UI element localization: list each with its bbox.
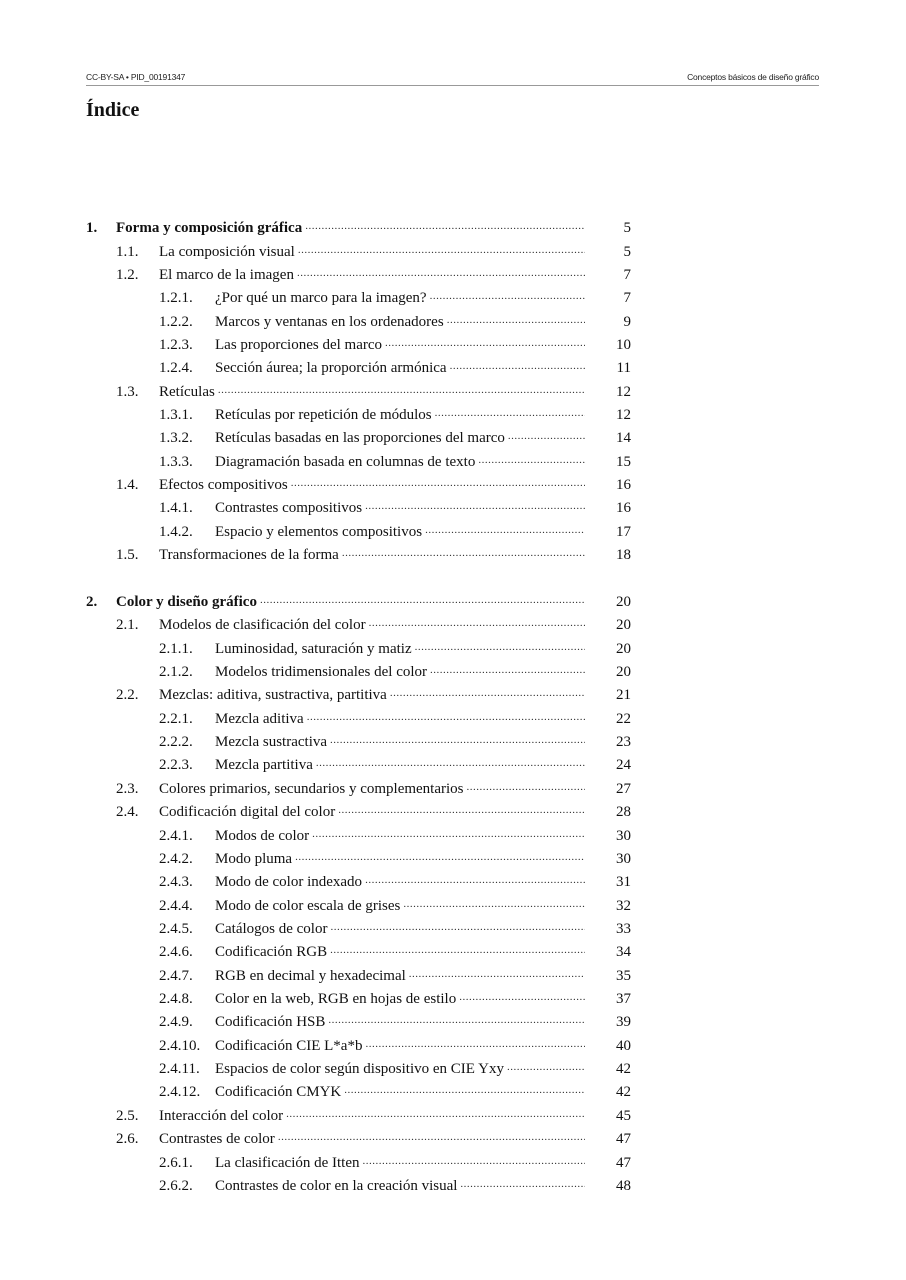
- toc-entry-number: 1.2.4.: [159, 360, 193, 377]
- toc-entry-title: Luminosidad, saturación y matiz: [215, 640, 412, 657]
- toc-entry-title: RGB en decimal y hexadecimal: [215, 967, 406, 984]
- toc-entry-number: 2.2.: [116, 687, 139, 704]
- toc-entry-number: 1.4.: [116, 477, 139, 494]
- toc-entry-title: Modelos de clasificación del color: [159, 617, 366, 634]
- page-title: Índice: [86, 99, 140, 121]
- dot-leader: [288, 477, 585, 494]
- toc-entry-page: 30: [616, 850, 631, 867]
- dot-leader: [304, 711, 585, 728]
- toc-entry[interactable]: [86, 357, 631, 380]
- toc-entry-number: 1.2.: [116, 266, 139, 283]
- toc-entry-number: 2.5.: [116, 1107, 139, 1124]
- running-header: [86, 72, 819, 86]
- toc-entry-page: 24: [616, 757, 631, 774]
- dot-leader: [362, 874, 585, 891]
- dot-leader: [362, 1038, 585, 1055]
- toc-entry[interactable]: [86, 1175, 631, 1198]
- toc-entry-title: ¿Por qué un marco para la imagen?: [215, 290, 427, 307]
- toc-entry-number: 2.6.1.: [159, 1154, 193, 1171]
- toc-entry-page: 30: [616, 827, 631, 844]
- dot-leader: [504, 1061, 585, 1078]
- toc-entry-page: 16: [616, 500, 631, 517]
- toc-entry[interactable]: [86, 708, 631, 731]
- toc-entry-page: 34: [616, 944, 631, 961]
- toc-entry-page: 32: [616, 897, 631, 914]
- toc-entry-page: 22: [616, 710, 631, 727]
- toc-entry-page: 45: [616, 1107, 631, 1124]
- toc-entry[interactable]: [86, 1011, 631, 1034]
- toc-entry-title: Las proporciones del marco: [215, 336, 383, 353]
- toc-entry-page: 20: [616, 640, 631, 657]
- toc-entry[interactable]: [86, 754, 631, 777]
- dot-leader: [382, 337, 585, 354]
- toc-entry-number: 2.4.10.: [159, 1037, 201, 1054]
- toc-entry[interactable]: [86, 988, 631, 1011]
- dot-leader: [294, 267, 585, 284]
- toc-entry-page: 20: [616, 617, 631, 634]
- toc-entry-number: 1.3.3.: [159, 453, 193, 470]
- toc-entry[interactable]: [86, 731, 631, 754]
- toc-entry-number: 2.4.1.: [159, 827, 193, 844]
- toc-entry-title: Catálogos de color: [215, 920, 328, 937]
- toc-entry[interactable]: [86, 848, 631, 871]
- toc-entry-title: Color y diseño gráfico: [116, 593, 257, 610]
- toc-entry-page: 35: [616, 967, 631, 984]
- toc-entry[interactable]: [86, 381, 631, 404]
- toc-entry-title: Modo de color escala de grises: [215, 897, 401, 914]
- toc-entry-page: 20: [616, 664, 631, 680]
- toc-entry-title: La composición visual: [159, 243, 295, 260]
- toc-entry-number: 2.6.: [116, 1131, 139, 1148]
- toc-entry[interactable]: [86, 801, 631, 824]
- toc-entry-number: 2.4.11.: [159, 1061, 200, 1078]
- toc-entry-page: 12: [616, 383, 631, 400]
- toc-entry-page: 18: [616, 547, 631, 564]
- toc-entry[interactable]: [86, 871, 631, 894]
- toc-entry[interactable]: [86, 824, 631, 847]
- toc-entry-page: 10: [616, 336, 631, 353]
- toc-entry-page: 33: [616, 920, 631, 937]
- dot-leader: [360, 1155, 585, 1172]
- toc-entry[interactable]: [86, 965, 631, 988]
- toc-entry[interactable]: [86, 544, 631, 567]
- toc-entry-number: 2.3.: [116, 780, 139, 797]
- header-license: CC-BY-SA • PID_00191347: [86, 72, 186, 82]
- toc-entry-page: 21: [616, 687, 631, 704]
- toc-entry-number: 2.4.12.: [159, 1084, 201, 1101]
- toc-entry-title: La clasificación de Itten: [215, 1154, 360, 1171]
- toc-entry-number: 2.1.: [116, 617, 139, 634]
- dot-leader: [283, 1108, 585, 1125]
- toc-entry-title: Mezcla sustractiva: [215, 734, 328, 751]
- toc-entry-page: 7: [623, 290, 631, 307]
- toc-entry-number: 1.: [86, 220, 98, 237]
- toc-entry-number: 2.4.5.: [159, 920, 193, 937]
- dot-leader: [292, 851, 585, 868]
- dot-leader: [327, 944, 585, 961]
- toc-entry-page: 42: [616, 1061, 631, 1078]
- toc-entry-number: 1.2.1.: [159, 290, 193, 307]
- toc-spacer: [86, 567, 631, 590]
- dot-leader: [327, 921, 585, 938]
- toc-entry-title: El marco de la imagen: [159, 266, 294, 283]
- toc-entry-number: 1.2.2.: [159, 313, 193, 330]
- toc-entry[interactable]: [86, 240, 631, 263]
- toc-entry-title: Contrastes de color en la creación visual: [215, 1177, 458, 1194]
- toc-entry-title: Contrastes compositivos: [215, 500, 363, 517]
- toc-entry-page: 12: [616, 407, 631, 424]
- toc-entry-page: 11: [616, 360, 631, 377]
- toc-entry-title: Modo pluma: [215, 850, 293, 867]
- toc-entry-page: 14: [616, 430, 631, 447]
- toc-entry[interactable]: [86, 918, 631, 941]
- toc-entry-page: 20: [616, 593, 631, 610]
- toc-entry-title: Mezcla aditiva: [215, 710, 304, 727]
- toc-entry[interactable]: [86, 1151, 631, 1174]
- toc-entry[interactable]: [86, 404, 631, 427]
- dot-leader: [341, 1084, 585, 1101]
- toc-entry[interactable]: [86, 1128, 631, 1151]
- toc-entry-title: Diagramación basada en columnas de texto: [215, 453, 476, 470]
- toc-entry-page: 5: [623, 243, 631, 260]
- dot-leader: [505, 430, 585, 447]
- toc-entry[interactable]: [86, 941, 631, 964]
- toc-entry[interactable]: [86, 334, 631, 357]
- dot-leader: [362, 500, 585, 517]
- toc-entry[interactable]: [86, 614, 631, 637]
- toc-entry[interactable]: [86, 684, 631, 707]
- toc-entry-title: Mezclas: aditiva, sustractiva, partitiva: [159, 687, 387, 704]
- dot-leader: [215, 384, 585, 401]
- dot-leader: [412, 641, 585, 658]
- toc-entry[interactable]: [86, 451, 631, 474]
- toc-entry-page: 23: [616, 734, 631, 751]
- toc-entry-page: 48: [616, 1177, 631, 1194]
- toc-entry-number: 2.4.2.: [159, 850, 193, 867]
- toc-entry[interactable]: [86, 264, 631, 287]
- toc-entry-title: Codificación digital del color: [159, 804, 336, 821]
- toc-entry[interactable]: [86, 310, 631, 333]
- dot-leader: [313, 757, 585, 774]
- toc-entry-title: Modo de color indexado: [215, 874, 363, 891]
- dot-leader: [302, 220, 585, 237]
- dot-leader: [457, 1178, 585, 1195]
- toc-entry-title: Marcos y ventanas en los ordenadores: [215, 313, 444, 330]
- toc-entry[interactable]: [86, 521, 631, 544]
- toc-entry-number: 2.1.2.: [159, 664, 193, 680]
- toc-entry-number: 2.4.: [116, 804, 139, 821]
- dot-leader: [400, 898, 585, 915]
- dot-leader: [447, 360, 585, 377]
- toc-entry[interactable]: [86, 497, 631, 520]
- toc-entry-number: 1.3.2.: [159, 430, 193, 447]
- dot-leader: [325, 1014, 585, 1031]
- toc-entry-number: 1.4.1.: [159, 500, 193, 517]
- toc-entry-number: 2.2.1.: [159, 710, 193, 727]
- toc-entry[interactable]: [86, 637, 631, 660]
- toc-entry-number: 2.2.3.: [159, 757, 193, 774]
- toc-entry-title: Mezcla partitiva: [215, 757, 313, 774]
- dot-leader: [309, 828, 585, 845]
- toc-entry-title: Color en la web, RGB en hojas de estilo: [215, 991, 457, 1008]
- toc-entry-title: Modos de color: [215, 827, 310, 844]
- toc-entry-page: 27: [616, 780, 631, 797]
- toc-entry-page: 9: [623, 313, 631, 330]
- toc-entry-number: 2.4.6.: [159, 944, 193, 961]
- toc-entry-title: Espacios de color según dispositivo en CIE Yxy: [215, 1061, 504, 1078]
- toc-entry-number: 2.4.7.: [159, 967, 193, 984]
- toc-entry-page: 42: [616, 1084, 631, 1101]
- dot-leader: [444, 314, 585, 331]
- toc-entry-title: Codificación CMYK: [215, 1084, 342, 1101]
- toc-entry-title: Efectos compositivos: [159, 477, 288, 494]
- toc-entry-number: 1.5.: [116, 547, 139, 564]
- toc-entry-number: 2.4.3.: [159, 874, 193, 891]
- dot-leader: [464, 781, 585, 798]
- toc-entry-page: 7: [623, 266, 631, 283]
- toc-entry-page: 31: [616, 874, 631, 891]
- toc-entry-number: 2.2.2.: [159, 734, 193, 751]
- toc-entry-title: Colores primarios, secundarios y complementarios: [159, 780, 464, 797]
- toc-entry-number: 1.1.: [116, 243, 139, 260]
- toc-entry-title: Forma y composición gráfica: [116, 220, 303, 237]
- dot-leader: [387, 687, 585, 704]
- toc-entry-number: 2.4.8.: [159, 991, 193, 1008]
- dot-leader: [427, 664, 585, 681]
- toc-entry-title: Retículas basadas en las proporciones del marco: [215, 430, 505, 447]
- toc-entry-title: Retículas por repetición de módulos: [215, 407, 432, 424]
- dot-leader: [427, 290, 585, 307]
- toc-entry-title: Transformaciones de la forma: [159, 547, 339, 564]
- dot-leader: [366, 617, 585, 634]
- toc-entry-title: Retículas: [159, 383, 215, 400]
- toc-entry-page: 47: [616, 1154, 631, 1171]
- toc-entry[interactable]: [86, 1081, 631, 1104]
- toc-entry[interactable]: [86, 591, 631, 614]
- toc-entry[interactable]: [86, 1035, 631, 1058]
- dot-leader: [456, 991, 585, 1008]
- table-of-contents: [86, 217, 631, 1198]
- dot-leader: [339, 547, 585, 564]
- toc-entry-page: 37: [616, 991, 631, 1008]
- toc-entry-page: 15: [616, 453, 631, 470]
- dot-leader: [475, 454, 585, 471]
- toc-entry-page: 5: [623, 220, 631, 237]
- toc-entry-title: Codificación CIE L*a*b: [215, 1037, 363, 1054]
- toc-entry[interactable]: [86, 1058, 631, 1081]
- toc-entry-number: 2.6.2.: [159, 1177, 193, 1194]
- toc-entry[interactable]: [86, 217, 631, 240]
- toc-entry-title: Codificación RGB: [215, 944, 328, 961]
- dot-leader: [295, 244, 585, 261]
- toc-entry-number: 2.4.9.: [159, 1014, 193, 1031]
- header-course-title: Conceptos básicos de diseño gráfico: [687, 72, 819, 82]
- toc-entry[interactable]: [86, 778, 631, 801]
- toc-entry-title: Interacción del color: [159, 1107, 284, 1124]
- toc-entry-number: 1.3.: [116, 383, 139, 400]
- toc-entry-title: Codificación HSB: [215, 1014, 326, 1031]
- toc-entry-page: 28: [616, 804, 631, 821]
- toc-entry[interactable]: [86, 1105, 631, 1128]
- toc-entry-title: Contrastes de color: [159, 1131, 275, 1148]
- toc-entry-number: 1.2.3.: [159, 336, 193, 353]
- toc-entry-number: 2.: [86, 593, 98, 610]
- toc-entry-number: 2.1.1.: [159, 640, 193, 657]
- toc-entry-page: 16: [616, 477, 631, 494]
- dot-leader: [327, 734, 585, 751]
- toc-entry-page: 40: [616, 1037, 631, 1054]
- toc-entry-page: 47: [616, 1131, 631, 1148]
- dot-leader: [406, 968, 585, 985]
- dot-leader: [335, 804, 585, 821]
- dot-leader: [432, 407, 585, 424]
- toc-entry[interactable]: [86, 474, 631, 497]
- dot-leader: [275, 1131, 585, 1148]
- dot-leader: [422, 524, 585, 541]
- toc-entry[interactable]: [86, 894, 631, 917]
- toc-entry-number: 2.4.4.: [159, 897, 193, 914]
- toc-entry-page: 17: [616, 523, 631, 540]
- toc-entry-title: Sección áurea; la proporción armónica: [215, 360, 447, 377]
- toc-entry-number: 1.4.2.: [159, 523, 193, 540]
- toc-entry[interactable]: [86, 427, 631, 450]
- toc-entry-title: Espacio y elementos compositivos: [215, 523, 423, 540]
- toc-entry-page: 39: [616, 1014, 631, 1031]
- toc-entry[interactable]: [86, 287, 631, 310]
- toc-entry-title: Modelos tridimensionales del color: [215, 664, 428, 680]
- dot-leader: [257, 594, 585, 611]
- toc-entry[interactable]: [86, 661, 631, 684]
- toc-entry-number: 1.3.1.: [159, 407, 193, 424]
